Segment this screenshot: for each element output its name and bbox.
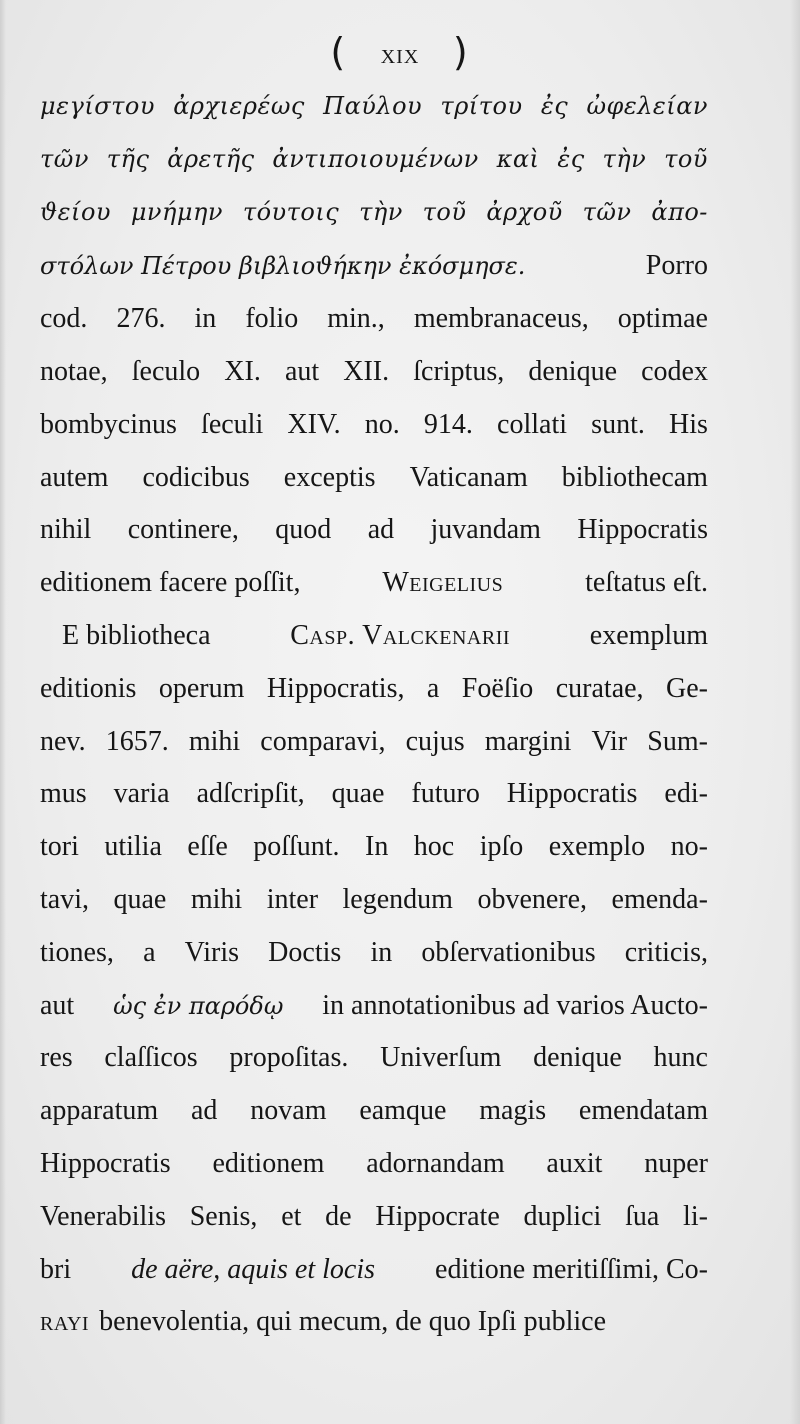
- word: Παύλου: [323, 92, 423, 120]
- word: apparatum: [40, 1095, 159, 1127]
- word: et: [281, 1200, 302, 1232]
- word: emendatam: [578, 1095, 708, 1127]
- page-edge-left: [0, 0, 6, 1424]
- word: a: [143, 936, 156, 968]
- word: Sum-: [647, 725, 708, 757]
- word: μνήμην: [130, 197, 223, 226]
- word: a: [426, 672, 440, 704]
- author-name: Casp. Valckenarii: [290, 619, 511, 651]
- word: comparavi,: [260, 725, 386, 757]
- text-line: [40, 620, 708, 673]
- word: ἀπο-: [651, 197, 708, 226]
- word: obvenere,: [477, 883, 588, 915]
- word: denique: [528, 355, 617, 387]
- page-edge-right: [790, 0, 800, 1424]
- word: notae,: [40, 355, 108, 387]
- page-header: [0, 30, 800, 74]
- word: adſcripſit,: [196, 778, 305, 810]
- text-line: [40, 937, 708, 990]
- word: τὴν: [359, 197, 403, 226]
- word: editionem: [212, 1147, 325, 1179]
- text-line: [40, 1095, 708, 1148]
- word: τῆς: [106, 144, 150, 173]
- word: in: [194, 303, 217, 335]
- word: li-: [683, 1200, 708, 1232]
- latin-text: teſtatus eſt.: [585, 567, 708, 599]
- word: τῶν: [40, 144, 89, 173]
- text-line: [40, 990, 708, 1043]
- word: ſua: [625, 1200, 660, 1232]
- author-name: rayi: [40, 1306, 90, 1338]
- word: auxit: [546, 1147, 603, 1179]
- word: quae: [331, 778, 385, 810]
- word: magis: [479, 1095, 547, 1127]
- word: legendum: [342, 883, 453, 915]
- word: varia: [113, 778, 170, 810]
- word: min.,: [327, 303, 385, 335]
- word: Venerabilis: [40, 1200, 166, 1232]
- latin-text: editione meritiſſimi, Co-: [435, 1253, 708, 1285]
- word: novam: [250, 1095, 327, 1127]
- word: collati: [497, 408, 568, 440]
- author-name: Weigelius: [382, 567, 504, 599]
- word: no.: [364, 408, 400, 440]
- word: Hippocratis,: [266, 672, 405, 704]
- word: hunc: [653, 1042, 708, 1074]
- text-line: [40, 462, 708, 515]
- word: futuro: [411, 778, 480, 810]
- text-line: [40, 356, 708, 409]
- word: propoſitas.: [229, 1042, 349, 1074]
- word: ὠφελείαν: [586, 92, 708, 120]
- word: nuper: [644, 1147, 708, 1179]
- word: no-: [670, 831, 708, 863]
- word: Hippocratis: [577, 514, 708, 546]
- latin-text: editionem facere poſſit,: [40, 567, 301, 599]
- word: membranaceus,: [413, 303, 589, 335]
- text-line: [40, 250, 708, 303]
- text-line: [40, 198, 708, 251]
- latin-text: exemplum: [589, 619, 708, 651]
- word: τρίτου: [440, 92, 523, 120]
- header-open-paren: (: [330, 30, 348, 74]
- latin-text: bri: [40, 1253, 72, 1285]
- page-body: [40, 92, 708, 1359]
- word: ἀντιποιουμένων: [272, 144, 479, 173]
- word: quae: [113, 883, 167, 915]
- word: editionis: [40, 672, 137, 704]
- greek-text: στόλων Πέτρου βιβλιοϑήκην ἐκόσμησε.: [40, 252, 526, 281]
- word: μεγίστου: [40, 92, 155, 120]
- word: ἀρετῆς: [167, 144, 255, 173]
- text-line: [40, 778, 708, 831]
- word: nihil: [40, 514, 92, 546]
- word: Foëſio: [461, 672, 534, 704]
- word: ἀρχοῦ: [486, 197, 563, 226]
- word: tiones,: [40, 936, 114, 968]
- word: 914.: [423, 408, 473, 440]
- word: exceptis: [283, 461, 376, 493]
- word: bibliothecam: [561, 461, 708, 493]
- text-line: [40, 1148, 708, 1201]
- word: operum: [158, 672, 245, 704]
- word: de: [325, 1200, 352, 1232]
- word: XI.: [224, 355, 261, 387]
- word: autem: [40, 461, 109, 493]
- word: tavi,: [40, 883, 89, 915]
- word: inter: [266, 883, 319, 915]
- word: claſſicos: [104, 1042, 198, 1074]
- text-line: [40, 1201, 708, 1254]
- word: codicibus: [142, 461, 250, 493]
- text-line: [40, 831, 708, 884]
- text-line: [40, 1042, 708, 1095]
- word: exemplo: [548, 831, 646, 863]
- text-line: [40, 303, 708, 356]
- latin-text: benevolentia, qui mecum, de quo Ipſi publice: [99, 1306, 607, 1338]
- word: criticis,: [624, 936, 708, 968]
- word: Ge-: [665, 672, 708, 704]
- word: καὶ: [496, 144, 540, 173]
- word: aut: [284, 355, 320, 387]
- word: eſſe: [187, 831, 228, 863]
- word: ἐς: [557, 144, 585, 173]
- word: τοῦ: [422, 197, 467, 226]
- header-close-paren: ): [452, 30, 470, 74]
- word: Vaticanam: [409, 461, 528, 493]
- text-line: [40, 514, 708, 567]
- text-line: [40, 409, 708, 462]
- word: eamque: [359, 1095, 447, 1127]
- text-line: [40, 92, 708, 145]
- word: adornandam: [366, 1147, 505, 1179]
- word: optimae: [617, 303, 708, 335]
- word: ſcriptus,: [413, 355, 505, 387]
- word: Senis,: [189, 1200, 258, 1232]
- word: in: [370, 936, 393, 968]
- word: ad: [191, 1095, 218, 1127]
- word: Viris: [184, 936, 239, 968]
- word: quod: [275, 514, 332, 546]
- word: codex: [641, 355, 708, 387]
- text-line: [40, 673, 708, 726]
- word: mihi: [190, 883, 243, 915]
- word: XII.: [343, 355, 390, 387]
- word: Doctis: [268, 936, 342, 968]
- word: ἀρχιερέως: [173, 92, 305, 120]
- word: continere,: [127, 514, 239, 546]
- word: ſeculi: [201, 408, 264, 440]
- word: cod.: [40, 303, 88, 335]
- word: res: [40, 1042, 73, 1074]
- word: ἐς: [540, 92, 569, 120]
- word: ad: [367, 514, 395, 546]
- word: edi-: [664, 778, 708, 810]
- word: mihi: [188, 725, 241, 757]
- word: τόυτοις: [242, 197, 340, 226]
- italic-title: de aëre, aquis et locis: [131, 1253, 376, 1285]
- word: Hippocrate: [375, 1200, 500, 1232]
- word: His: [669, 408, 708, 440]
- word: In: [365, 831, 389, 863]
- word: margini: [484, 725, 572, 757]
- word: obſervationibus: [421, 936, 596, 968]
- text-line: [40, 1254, 708, 1307]
- word: ſeculo: [131, 355, 201, 387]
- word: duplici: [523, 1200, 602, 1232]
- latin-text: Porro: [645, 250, 708, 282]
- word: utilia: [104, 831, 162, 863]
- page-number: XIX: [380, 46, 420, 68]
- word: hoc: [413, 831, 455, 863]
- word: mus: [40, 778, 87, 810]
- word: bombycinus: [40, 408, 177, 440]
- word: 1657.: [105, 725, 169, 757]
- word: τῶν: [582, 197, 632, 226]
- text-line: [40, 884, 708, 937]
- word: Vir: [591, 725, 628, 757]
- word: emenda-: [611, 883, 708, 915]
- text-line: [40, 726, 708, 779]
- word: τοῦ: [664, 144, 708, 173]
- word: XIV.: [287, 408, 341, 440]
- word: tori: [40, 831, 79, 863]
- word: sunt.: [591, 408, 645, 440]
- word: Hippocratis: [506, 778, 638, 810]
- text-line: [40, 567, 708, 620]
- word: cujus: [405, 725, 465, 757]
- latin-text: in annotationibus ad varios Aucto-: [322, 989, 708, 1021]
- latin-text: E bibliotheca: [62, 619, 211, 651]
- word: Hippocratis: [40, 1147, 171, 1179]
- text-line: [40, 145, 708, 198]
- word: τὴν: [602, 144, 647, 173]
- word: 276.: [116, 303, 166, 335]
- word: ipſo: [479, 831, 524, 863]
- word: ϑείου: [40, 197, 111, 226]
- greek-text: ὡς ἐν παρόδῳ: [113, 991, 284, 1020]
- word: juvandam: [430, 514, 541, 546]
- word: denique: [533, 1042, 622, 1074]
- latin-text: aut: [40, 989, 75, 1021]
- word: Univerſum: [380, 1042, 502, 1074]
- word: poſſunt.: [253, 831, 340, 863]
- text-line: [40, 1306, 708, 1359]
- word: nev.: [40, 725, 86, 757]
- word: folio: [245, 303, 299, 335]
- word: curatae,: [555, 672, 644, 704]
